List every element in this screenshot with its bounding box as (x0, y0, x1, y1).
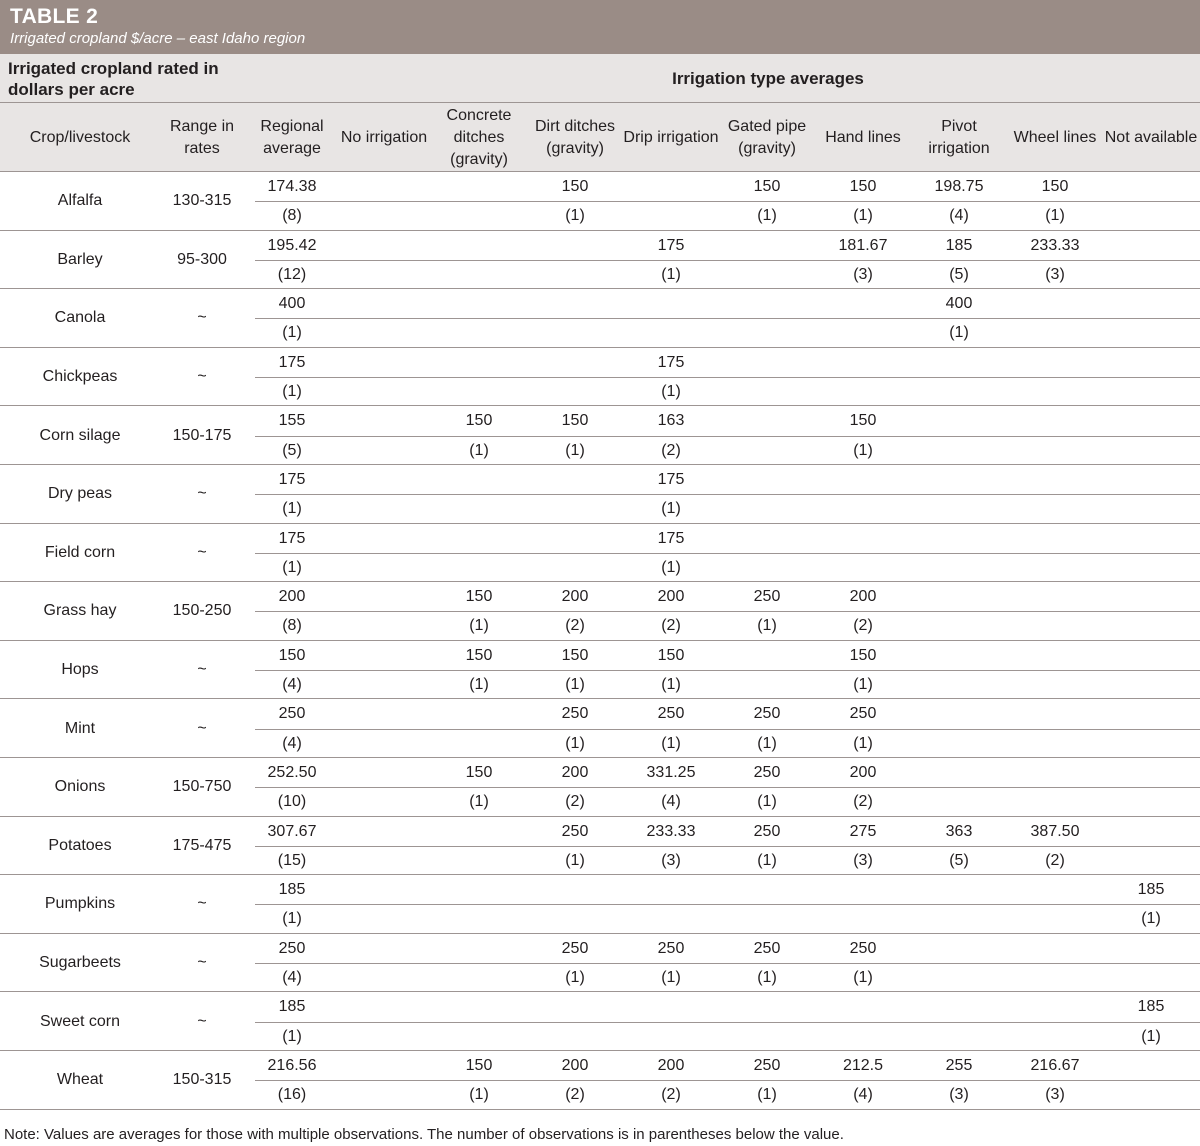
concrete-ditches-value: 150 (465, 646, 493, 664)
drip-irrigation-count: (1) (661, 969, 681, 987)
hand-lines-count: (1) (853, 207, 873, 225)
column-header-hand-lines: Hand lines (825, 128, 901, 146)
value-count-divider (255, 436, 1200, 437)
value-count-divider (255, 670, 1200, 671)
regional-average-count: (1) (282, 910, 302, 928)
regional-average-count: (1) (282, 558, 302, 576)
column-header-crop-livestock: Crop/livestock (29, 128, 131, 146)
crop-name: Sugarbeets (39, 954, 121, 972)
table-row (0, 582, 1200, 641)
dirt-ditches-value: 150 (561, 412, 589, 430)
value-count-divider (255, 846, 1200, 847)
range-in-rates-cell: ~ (197, 954, 207, 972)
hand-lines-value: 200 (849, 588, 877, 606)
value-count-divider (255, 729, 1200, 730)
pivot-irrigation-value: 255 (945, 1057, 973, 1074)
hand-lines-count: (3) (853, 851, 873, 869)
crop-name: Mint (64, 719, 96, 737)
hand-lines-count: (3) (853, 265, 873, 283)
drip-irrigation-count: (4) (661, 793, 681, 811)
regional-average-count: (4) (282, 676, 302, 694)
regional-average-value: 200 (278, 588, 306, 606)
gated-pipe-value: 250 (753, 764, 781, 781)
wheel-lines-count: (3) (1045, 1086, 1065, 1104)
regional-average-value: 185 (278, 998, 306, 1016)
regional-average-count: (4) (282, 969, 302, 987)
gated-pipe-value: 250 (753, 705, 781, 723)
header-left-label: Irrigated cropland rated in dollars per acre (8, 59, 219, 99)
drip-irrigation-value: 331.25 (646, 764, 696, 781)
hand-lines-count: (1) (853, 441, 873, 459)
regional-average-count: (10) (277, 793, 307, 811)
gated-pipe-value: 250 (753, 939, 781, 957)
hand-lines-value: 150 (849, 178, 877, 195)
hand-lines-count: (1) (853, 734, 873, 752)
hand-lines-value: 150 (849, 646, 877, 664)
dirt-ditches-count: (2) (565, 793, 585, 811)
drip-irrigation-value: 200 (657, 588, 685, 606)
concrete-ditches-count: (1) (469, 793, 489, 811)
value-count-divider (255, 611, 1200, 612)
table-banner (0, 0, 1200, 54)
dirt-ditches-value: 200 (561, 588, 589, 606)
table-label: TABLE 2 (10, 5, 99, 28)
drip-irrigation-count: (2) (661, 441, 681, 459)
concrete-ditches-count: (1) (469, 1086, 489, 1104)
table-row (0, 289, 1200, 348)
value-count-divider (255, 787, 1200, 788)
dirt-ditches-value: 200 (561, 764, 589, 781)
regional-average-value: 250 (278, 705, 306, 723)
regional-average-count: (16) (277, 1086, 307, 1104)
concrete-ditches-count: (1) (469, 676, 489, 694)
table-row (0, 465, 1200, 524)
pivot-irrigation-count: (5) (949, 265, 969, 283)
dirt-ditches-value: 250 (561, 822, 589, 840)
pivot-irrigation-value: 198.75 (934, 178, 984, 195)
value-count-divider (255, 377, 1200, 378)
range-in-rates-cell: ~ (197, 895, 207, 913)
wheel-lines-value: 387.50 (1030, 822, 1080, 840)
crop-name: Canola (54, 309, 106, 327)
table-row (0, 699, 1200, 758)
wheel-lines-value: 233.33 (1030, 236, 1080, 254)
regional-average-value: 175 (278, 353, 306, 371)
hand-lines-value: 150 (849, 412, 877, 430)
value-count-divider (255, 318, 1200, 319)
irrigation-group-header: Irrigation type averages (672, 69, 864, 88)
table-row (0, 172, 1200, 231)
concrete-ditches-value: 150 (465, 412, 493, 430)
not-available-value: 185 (1137, 998, 1165, 1016)
drip-irrigation-count: (1) (661, 500, 681, 518)
wheel-lines-count: (3) (1045, 265, 1065, 283)
wheel-lines-value: 150 (1041, 178, 1069, 195)
regional-average-count: (8) (282, 617, 302, 635)
drip-irrigation-count: (3) (661, 851, 681, 869)
concrete-ditches-value: 150 (465, 764, 493, 781)
column-header-drip-irrigation: Drip irrigation (623, 128, 719, 146)
range-in-rates-cell: ~ (197, 661, 207, 679)
range-in-rates-cell: ~ (197, 719, 207, 737)
not-available-value: 185 (1137, 881, 1165, 899)
dirt-ditches-count: (1) (565, 441, 585, 459)
dirt-ditches-count: (2) (565, 1086, 585, 1104)
value-count-divider (255, 201, 1200, 202)
wheel-lines-count: (1) (1045, 207, 1065, 225)
regional-average-value: 216.56 (267, 1057, 317, 1074)
drip-irrigation-value: 250 (657, 705, 685, 723)
wheel-lines-count: (2) (1045, 851, 1065, 869)
column-header-wheel-lines: Wheel lines (1013, 128, 1097, 146)
table-header (0, 54, 1200, 172)
hand-lines-value: 200 (849, 764, 877, 781)
gated-pipe-count: (1) (757, 207, 777, 225)
regional-average-count: (1) (282, 1027, 302, 1045)
drip-irrigation-value: 175 (657, 529, 685, 547)
row-divider (0, 1109, 1200, 1110)
range-in-rates-cell: ~ (197, 485, 207, 503)
gated-pipe-count: (1) (757, 617, 777, 635)
gated-pipe-count: (1) (757, 734, 777, 752)
table-row (0, 758, 1200, 817)
drip-irrigation-value: 150 (657, 646, 685, 664)
range-in-rates-cell: 150-175 (172, 426, 232, 444)
crop-name: Chickpeas (42, 368, 118, 386)
crop-name: Field corn (44, 543, 116, 561)
drip-irrigation-count: (1) (661, 265, 681, 283)
gated-pipe-count: (1) (757, 793, 777, 811)
drip-irrigation-value: 233.33 (646, 822, 696, 840)
regional-average-count: (1) (282, 500, 302, 518)
dirt-ditches-count: (1) (565, 207, 585, 225)
drip-irrigation-count: (2) (661, 1086, 681, 1104)
table-row (0, 875, 1200, 934)
column-header-range-in-rates: Range in rates (169, 117, 235, 157)
dirt-ditches-count: (1) (565, 734, 585, 752)
regional-average-value: 174.38 (267, 178, 317, 195)
regional-average-count: (1) (282, 383, 302, 401)
pivot-irrigation-count: (5) (949, 851, 969, 869)
not-available-count: (1) (1141, 910, 1161, 928)
crop-name: Pumpkins (44, 895, 116, 913)
dirt-ditches-value: 250 (561, 939, 589, 957)
crop-name: Potatoes (48, 836, 112, 854)
column-header-gated-pipe: Gated pipe (gravity) (727, 117, 807, 157)
value-count-divider (255, 1080, 1200, 1081)
hand-lines-value: 181.67 (838, 236, 888, 254)
drip-irrigation-count: (1) (661, 383, 681, 401)
drip-irrigation-count: (1) (661, 558, 681, 576)
gated-pipe-count: (1) (757, 969, 777, 987)
column-header-dirt-ditches: Dirt ditches (gravity) (534, 117, 616, 157)
table-row (0, 348, 1200, 407)
concrete-ditches-count: (1) (469, 441, 489, 459)
gated-pipe-value: 150 (753, 178, 781, 195)
gated-pipe-count: (1) (757, 1086, 777, 1104)
regional-average-count: (5) (282, 441, 302, 459)
concrete-ditches-value: 150 (465, 588, 493, 606)
not-available-count: (1) (1141, 1027, 1161, 1045)
range-in-rates-cell: 95-300 (177, 250, 227, 268)
column-header-concrete-ditches: Concrete ditches (gravity) (446, 106, 512, 168)
table-row (0, 1051, 1200, 1110)
regional-average-value: 155 (278, 412, 306, 430)
range-in-rates-cell: ~ (197, 1012, 207, 1030)
crop-name: Wheat (56, 1071, 104, 1089)
range-in-rates-cell: ~ (197, 368, 207, 386)
regional-average-value: 185 (278, 881, 306, 899)
regional-average-value: 150 (278, 646, 306, 664)
hand-lines-value: 212.5 (842, 1057, 884, 1074)
crop-name: Hops (61, 661, 99, 679)
concrete-ditches-value: 150 (465, 1057, 493, 1074)
column-header-no-irrigation: No irrigation (340, 128, 428, 146)
value-count-divider (255, 1022, 1200, 1023)
regional-average-value: 195.42 (267, 236, 317, 254)
gated-pipe-value: 250 (753, 588, 781, 606)
table-row (0, 524, 1200, 583)
table-row (0, 817, 1200, 876)
column-header-regional-average: Regional average (260, 117, 324, 157)
regional-average-value: 175 (278, 471, 306, 488)
regional-average-value: 252.50 (267, 764, 317, 781)
dirt-ditches-value: 250 (561, 705, 589, 723)
crop-name: Sweet corn (39, 1012, 121, 1030)
table-row (0, 641, 1200, 700)
regional-average-value: 400 (278, 295, 306, 313)
drip-irrigation-count: (1) (661, 676, 681, 694)
dirt-ditches-value: 150 (561, 178, 589, 195)
crop-name: Barley (57, 250, 103, 268)
gated-pipe-count: (1) (757, 851, 777, 869)
regional-average-value: 175 (278, 529, 306, 547)
hand-lines-count: (2) (853, 793, 873, 811)
regional-average-value: 307.67 (267, 822, 317, 840)
dirt-ditches-count: (1) (565, 676, 585, 694)
crop-name: Dry peas (47, 485, 113, 503)
value-count-divider (255, 553, 1200, 554)
regional-average-count: (12) (277, 265, 307, 283)
pivot-irrigation-count: (3) (949, 1086, 969, 1104)
table-row (0, 992, 1200, 1051)
drip-irrigation-value: 163 (657, 412, 685, 430)
table-row (0, 406, 1200, 465)
drip-irrigation-value: 250 (657, 939, 685, 957)
hand-lines-count: (1) (853, 969, 873, 987)
hand-lines-value: 275 (849, 822, 877, 840)
hand-lines-count: (2) (853, 617, 873, 635)
table-note: Note: Values are averages for those with multiple observations. The number of observations is in parentheses below the value. (4, 1126, 844, 1143)
column-header-pivot-irrigation: Pivot irrigation (928, 117, 990, 157)
gated-pipe-value: 250 (753, 822, 781, 840)
range-in-rates-cell: ~ (197, 309, 207, 327)
range-in-rates-cell: 130-315 (172, 192, 232, 210)
regional-average-value: 250 (278, 939, 306, 957)
pivot-irrigation-value: 400 (945, 295, 973, 313)
drip-irrigation-count: (2) (661, 617, 681, 635)
pivot-irrigation-count: (1) (949, 324, 969, 342)
dirt-ditches-count: (1) (565, 851, 585, 869)
crop-name: Onions (54, 778, 106, 796)
table-row (0, 934, 1200, 993)
range-in-rates-cell: 175-475 (172, 836, 232, 854)
drip-irrigation-count: (1) (661, 734, 681, 752)
dirt-ditches-count: (1) (565, 969, 585, 987)
dirt-ditches-value: 200 (561, 1057, 589, 1074)
hand-lines-value: 250 (849, 939, 877, 957)
value-count-divider (255, 904, 1200, 905)
crop-name: Grass hay (43, 602, 117, 620)
value-count-divider (255, 260, 1200, 261)
regional-average-count: (8) (282, 207, 302, 225)
regional-average-count: (4) (282, 734, 302, 752)
pivot-irrigation-value: 363 (945, 822, 973, 840)
drip-irrigation-value: 175 (657, 353, 685, 371)
range-in-rates-cell: 150-750 (172, 778, 232, 796)
crop-name: Alfalfa (57, 192, 103, 210)
drip-irrigation-value: 200 (657, 1057, 685, 1074)
table-row (0, 231, 1200, 290)
concrete-ditches-count: (1) (469, 617, 489, 635)
value-count-divider (255, 494, 1200, 495)
hand-lines-count: (1) (853, 676, 873, 694)
crop-name: Corn silage (39, 426, 121, 444)
range-in-rates-cell: 150-315 (172, 1071, 232, 1089)
value-count-divider (255, 963, 1200, 964)
range-in-rates-cell: 150-250 (172, 602, 232, 620)
hand-lines-count: (4) (853, 1086, 873, 1104)
drip-irrigation-value: 175 (657, 236, 685, 254)
pivot-irrigation-count: (4) (949, 207, 969, 225)
table-subtitle: Irrigated cropland $/acre – east Idaho region (10, 30, 306, 47)
drip-irrigation-value: 175 (657, 471, 685, 488)
hand-lines-value: 250 (849, 705, 877, 723)
dirt-ditches-value: 150 (561, 646, 589, 664)
range-in-rates-cell: ~ (197, 543, 207, 561)
pivot-irrigation-value: 185 (945, 236, 973, 254)
regional-average-count: (15) (277, 851, 307, 869)
wheel-lines-value: 216.67 (1030, 1057, 1080, 1074)
regional-average-count: (1) (282, 324, 302, 342)
column-header-not-available: Not available (1104, 128, 1198, 146)
gated-pipe-value: 250 (753, 1057, 781, 1074)
dirt-ditches-count: (2) (565, 617, 585, 635)
